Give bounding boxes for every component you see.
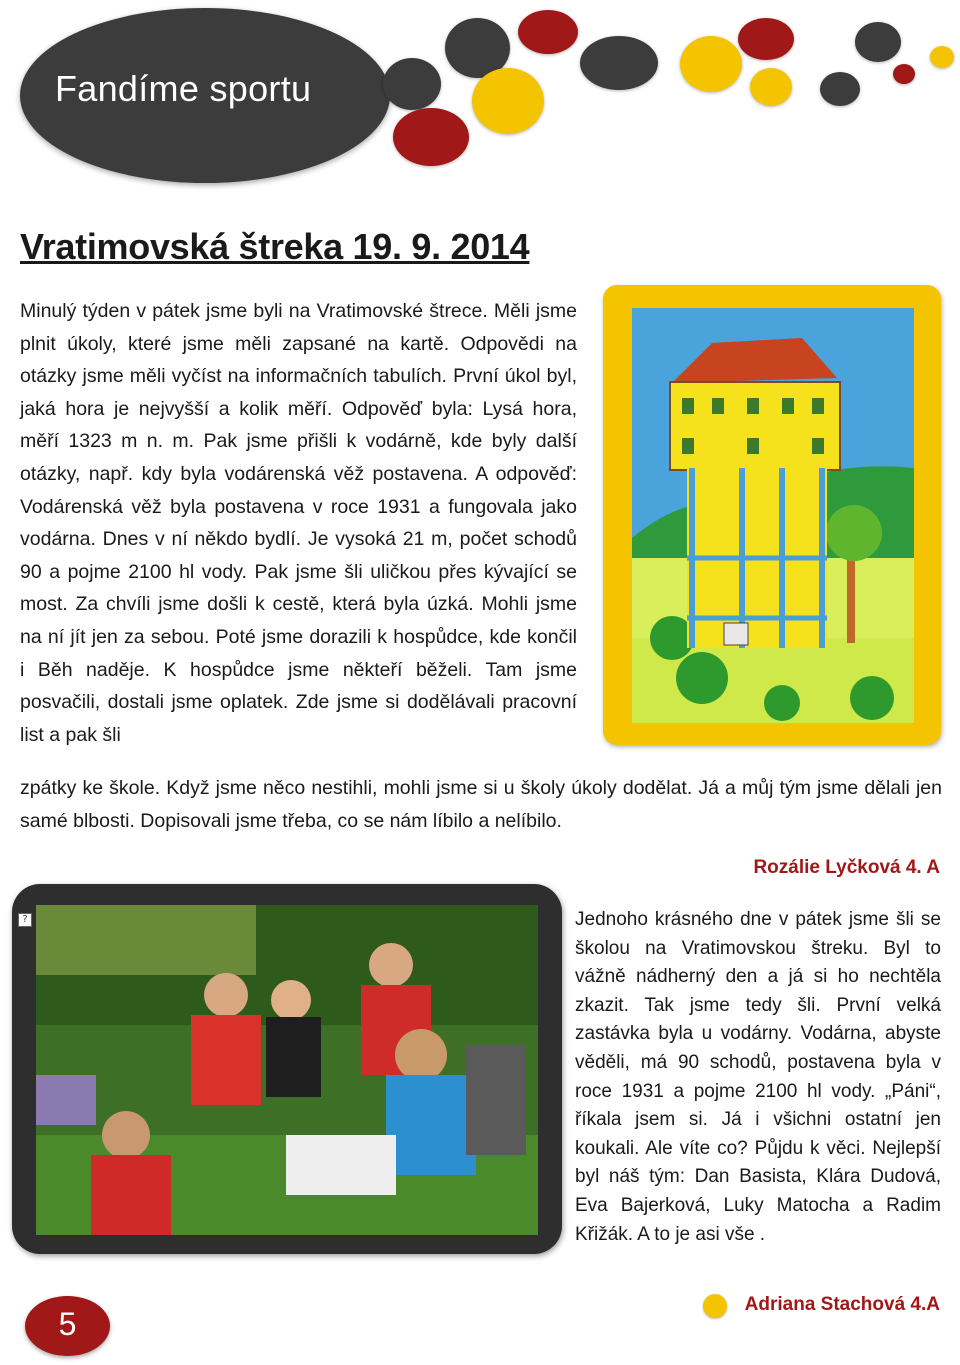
- article-text-full: zpátky ke škole. Když jsme něco nestihli, mohli jsme si u školy úkoly dodělat. Já a můj tým jsme dělali jen samé blbosti. Dopisovali jsme třeba, co se nám líbilo a nelíbilo.: [20, 777, 942, 832]
- decor-dot-red: [518, 10, 578, 54]
- decor-dot-gray: [855, 22, 901, 62]
- article-author: Rozálie Lyčková 4. A: [753, 857, 940, 878]
- decor-dot-gray: [580, 36, 658, 90]
- decor-dot-red: [893, 64, 915, 84]
- article-text-wrapped: Minulý týden v pátek jsme byli na Vratimovské štrece. Měli jsme plnit úkoly, které jsme měli zapsané na kartě. Odpovědi na otázky jsme měli vyčíst na informačních tabulích. První úkol byl, jaká hora je nejvyšší a kolik měří. Odpověď byla: Lysá hora, měří 1323 m n. m. Pak jsme přišli k vodárně, kde byly další otázky, např. kdy byla vodárenská věž postavena. A odpověď: Vodárenská věž byla postavena v roce 1931 a fungovala jako vodárna. Dnes v ní někdo bydlí. Je vysoká 21 m, počet schodů 90 a pojme 2100 hl vody. Pak jsme šli uličkou přes kývající se most. Za chvíli jsme došli k cestě, která byla úzká. Mohli jsme na ní jít jen za sebou. Poté jsme dorazili k hospůdce, kde končil i Běh naděje. K hospůdce jsme někteří běželi. Tam jsme posvačili, dostali jsme oplatek. Zde jsme si dodělávali pracovní list a pak šli: [20, 300, 577, 746]
- decor-dot-yellow: [750, 68, 792, 106]
- decor-dot-gray: [820, 72, 860, 106]
- children-photo: [36, 905, 538, 1235]
- decor-dot-gray: [383, 58, 441, 110]
- decor-dot-red: [393, 108, 469, 166]
- article2-author: Adriana Stachová 4.A: [744, 1294, 940, 1315]
- article2-text: Jednoho krásného dne v pátek jsme šli se školou na Vratimovskou štreku. Byl to vážně nádherný den a já si ho nechtěla zkazit. Tak jsme tedy šli. První velká zastávka byla u vodárny. Vodárna, abyste věděli, má 90 schodů, postavena byla v roce 1931 a pojme 2100 hl vody. „Páni“, říkala jsem si. Já i všichni ostatní jen koukali. Ale víte co? Půjdu k věci. Nejlepší byl náš tým: Dan Basista, Klára Dudová, Eva Bajerková, Luky Matocha a Radim Křižák. A to je asi vše .: [575, 909, 941, 1245]
- author-dot-icon: [703, 1294, 727, 1318]
- page-number: 5: [58, 1306, 77, 1342]
- decor-dot-yellow: [472, 68, 544, 134]
- header-title: Fandíme sportu: [55, 68, 312, 109]
- article-headline: Vratimovská štreka 19. 9. 2014: [20, 226, 530, 267]
- decor-dot-yellow: [930, 46, 954, 68]
- broken-image-icon: ?: [18, 913, 32, 927]
- water-tower-drawing: [632, 308, 914, 723]
- decor-dot-yellow: [680, 36, 742, 92]
- decor-dot-red: [738, 18, 794, 60]
